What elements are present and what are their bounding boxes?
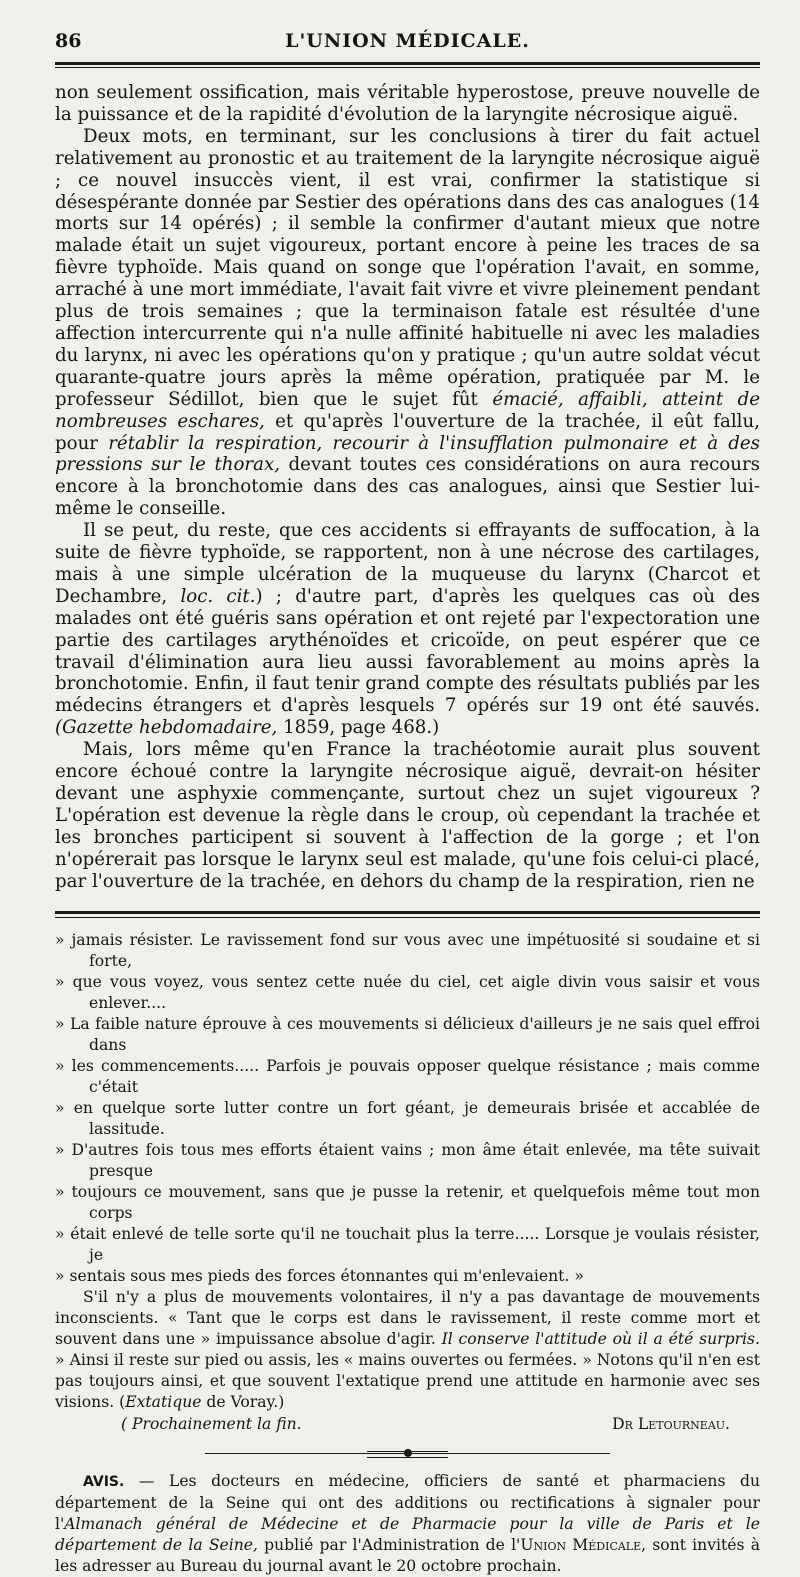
header-rule-thin [55,67,760,68]
continuation-note: ( Prochainement la fin. [121,1414,302,1433]
quote-line: » toujours ce mouvement, sans que je pusse la retenir, et quelquefois même tout mon corps [55,1182,760,1222]
paragraph: non seulement ossification, mais véritable hyperostose, preuve nouvelle de la puissance et de la rapidité d'évolution de la laryngite nécrosique aiguë. [55,82,760,125]
paragraph: S'il n'y a plus de mouvements volontaires, il n'y a pas davantage de mouvements inconscients. « Tant que le corps est dans le ravissement, il reste comme mort et souvent dans une » impuissance absolue d'agir. Il conserve l'attitude où il a été surpris. » Ainsi il reste sur pied ou assis, les « mains ouvertes ou fermées. » Notons qu'il n'en est pas toujours ainsi, et que souvent l'extatique prend une attitude en harmonie avec ses visions. (Extatique de Voray.) [55,1287,760,1411]
feuilleton [55,930,760,1413]
article-body [55,82,760,893]
quote-line: » en quelque sorte lutter contre un fort géant, je demeurais brisée et accablée de lassitude. [55,1098,760,1138]
signature-line [55,1415,760,1433]
paragraph: Deux mots, en terminant, sur les conclusions à tirer du fait actuel relativement au pronostic et au traitement de la laryngite nécrosique aiguë ; ce nouvel insuccès vient, il est vrai, confirmer la statistique si désespérante donnée par Sestier des opérations dans des cas analogues (14 morts sur 14 opérés) ; il semble la confirmer d'autant mieux que notre malade était un sujet vigoureux, portant encore à peine les traces de sa fièvre typhoïde. Mais quand on songe que l'opération l'avait, en somme, arraché à une mort immédiate, l'avait fait vivre et vivre pleinement pendant plus de trois semaines ; que la terminaison fatale est résultée d'une affection intercurrente qui n'a nulle affinité habituelle ni avec les maladies du larynx, ni avec les opérations qu'on y pratique ; qu'un autre soldat vécut quarante-quatre jours après la même opération, pratiquée par M. le professeur Sédillot, bien que le sujet fût émacié, affaibli, atteint de nombreuses eschares, et qu'après l'ouverture de la trachée, il eût fallu, pour rétablir la respiration, recourir à l'insufflation pulmonaire et à des pressions sur le thorax, devant toutes ces considérations on aura recours encore à la bronchotomie dans des cas analogues, ainsi que Sestier lui-même le conseille. [55,125,761,520]
quote-line: » La faible nature éprouve à ces mouvements si délicieux d'ailleurs je ne sais quel effroi dans [55,1014,760,1054]
ornamental-divider [205,1443,610,1465]
quote-line: » que vous voyez, vous sentez cette nuée du ciel, cet aigle divin vous saisir et vous enlever.... [55,972,760,1012]
page-header [55,0,760,60]
author-signature: Dr Letourneau. [612,1414,730,1433]
page-number: 86 [55,30,82,52]
quote-line: » était enlevé de telle sorte qu'il ne touchait plus la terre..... Lorsque je voulais résister, je [55,1224,760,1264]
notice: AVIS. — Les docteurs en médecine, officiers de santé et pharmaciens du département de la Seine qui ont des additions ou rectifications à signaler pour l'Almanach général de Médecine et de Pharmacie pour la ville de Paris et le département de la Seine, publié par l'Administration de l'Union Médicale, sont invités à les adresser au Bureau du journal avant le 20 octobre prochain. [55,1471,760,1575]
quote-line: » jamais résister. Le ravissement fond sur vous avec une impétuosité si soudaine et si forte, [55,930,760,970]
paragraph: Mais, lors même qu'en France la trachéotomie aurait plus souvent encore échoué contre la laryngite nécrosique aiguë, devrait-on hésiter devant une asphyxie commençante, surtout chez un sujet vigoureux ? L'opération est devenue la règle dans le croup, où cependant la trachée et les bronches participent si souvent à l'affection de la gorge ; et l'on n'opérerait pas lorsque le larynx seul est malade, qu'une fois celui-ci placé, par l'ouverture de la trachée, en dehors du champ de la respiration, rien ne [55,739,760,892]
notice-heading: AVIS. [83,1473,125,1490]
journal-title: L'UNION MÉDICALE. [285,30,530,52]
paragraph: Il se peut, du reste, que ces accidents si effrayants de suffocation, à la suite de fièvre typhoïde, se rapportent, non à une nécrose des cartilages, mais à une simple ulcération de la muqueuse du larynx (Charcot et Dechambre, loc. cit.) ; d'autre part, d'après les quelques cas où des malades ont été guéris sans opération et ont rejeté par l'expectoration une partie des cartilages arythénoïdes et cricoïde, on peut espérer que ce travail d'élimination aura lieu aussi favorablement au moins après la bronchotomie. Enfin, il faut tenir grand compte des résultats publiés par les médecins étrangers et d'après lesquels 7 opérés sur 19 ont été sauvés. (Gazette hebdomadaire, 1859, page 468.) [55,520,761,739]
header-rule [55,62,760,65]
quote-line: » D'autres fois tous mes efforts étaient vains ; mon âme était enlevée, ma tête suivait presque [55,1140,760,1180]
quote-line: » sentais sous mes pieds des forces étonnantes qui m'enlevaient. » [55,1266,584,1285]
feuilleton-separator [55,911,760,918]
quote-line: » les commencements..... Parfois je pouvais opposer quelque résistance ; mais comme c'était [55,1056,760,1096]
